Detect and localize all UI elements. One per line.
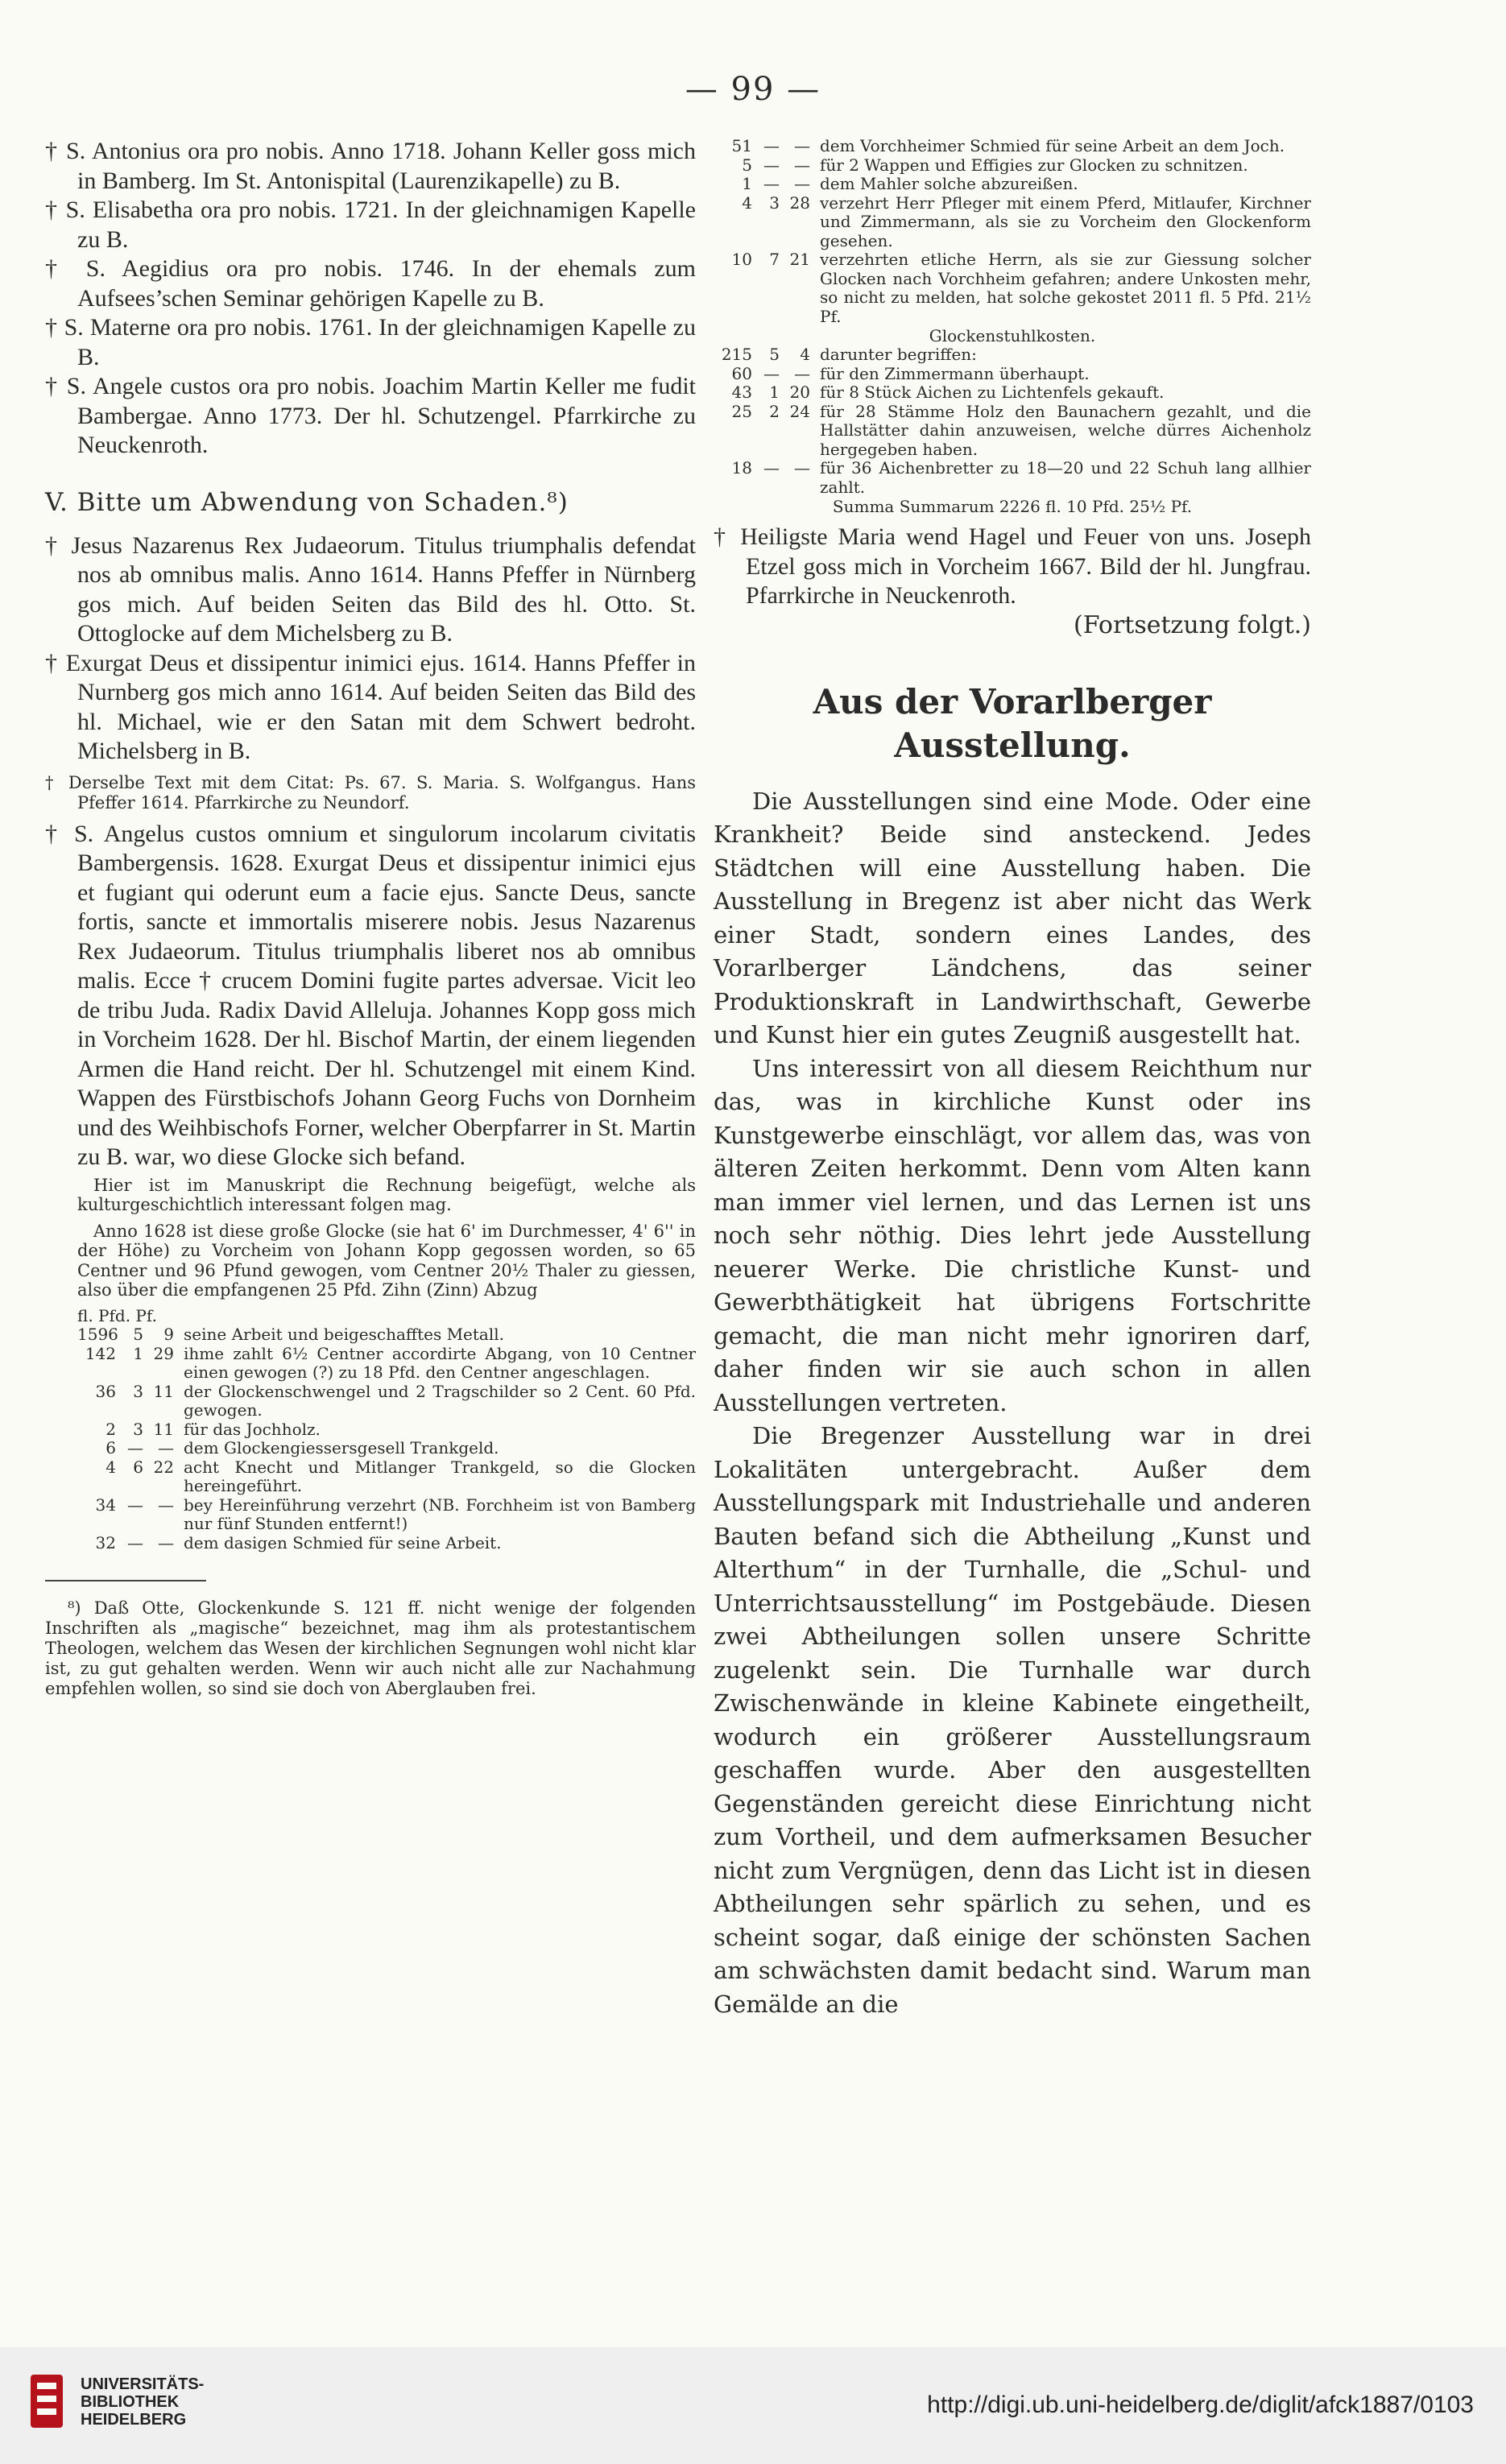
- account-row: 51 — — dem Vorchheimer Schmied für seine Arbeit an dem Joch.: [731, 136, 1285, 155]
- account-row: 5 — — für 2 Wappen und Effigies zur Glocken zu schnitzen.: [742, 155, 1248, 175]
- footnote: ⁸) Daß Otte, Glockenkunde S. 121 ff. nicht wenige der folgenden Inschriften als „magische“ bezeichnet, mag ihm als protestantischem Theologen, welchem das Wesen der kirchlichen Segnungen wohl nicht klar ist, zu gut gehalten werden. Wenn wir auch nicht alle zur Nachahmung empfehlen wollen, so sind sie doch von Aberglauben frei.: [45, 1598, 696, 1698]
- article-paragraph: Die Ausstellungen sind eine Mode. Oder eine Krankheit? Beide sind ansteckend. Jedes Städtchen will eine Ausstellung haben. Die Ausstellung in Bregenz ist aber nicht das Werk einer Stadt, sondern eines Landes, des Vorarlberger Ländchens, das seiner Produktionskraft in Landwirthschaft, Gewerbe und Kunst hier ein gutes Zeugniß ausgestellt hat.: [714, 787, 1311, 1048]
- account-row: 18 — — für 36 Aichenbretter zu 18—20 und 22 Schuh lang allhier zahlt.: [731, 458, 1311, 497]
- account-row: 25 2 24 für 28 Stämme Holz den Baunachern gezahlt, und die Hallstätter dahin anzuweisen, welche dürres Aichenholz hergegeben haben.: [731, 401, 1311, 459]
- account-header: fl. Pfd. Pf.: [77, 1305, 157, 1325]
- inscription-note: † Derselbe Text mit dem Citat: Ps. 67. S. Maria. S. Wolfgangus. Hans Pfeffer 1614. Pfarrkirche zu Neundorf.: [45, 772, 696, 812]
- section-heading: V. Bitte um Abwendung von Schaden.⁸): [45, 487, 569, 517]
- account-subheading: Glockenstuhlkosten.: [929, 326, 1096, 345]
- source-url-link[interactable]: http://digi.ub.uni-heidelberg.de/diglit/afck1887/0103: [927, 2392, 1474, 2418]
- inscription-paragraph: † S. Aegidius ora pro nobis. 1746. In der ehemals zum Aufsees’schen Seminar gehörigen Kapelle zu B.: [45, 255, 696, 312]
- right-column: [714, 137, 1311, 2021]
- account-row: 215 5 4 darunter begriffen:: [721, 345, 977, 364]
- continued-note: (Fortsetzung folgt.): [1074, 610, 1311, 639]
- university-seal-icon: [29, 2373, 64, 2429]
- account-row: 32 — — dem dasigen Schmied für seine Arbeit.: [95, 1532, 502, 1552]
- inscription-paragraph: † Jesus Nazarenus Rex Judaeorum. Titulus triumphalis defendat nos ab omnibus malis. Anno 1614. Hanns Pfeffer in Nürnberg gos mich. Auf beiden Seiten das Bild des hl. Otto. St. Ottoglocke auf dem Michelsberg zu B.: [45, 531, 696, 647]
- account-row: 34 — — bey Hereinführung verzehrt (NB. Forchheim ist von Bamberg nur fünf Stunden entfernt!): [95, 1495, 696, 1533]
- account-total: Summa Summarum 2226 fl. 10 Pfd. 25½ Pf.: [832, 497, 1193, 516]
- library-name: UNIVERSITÄTS- BIBLIOTHEK HEIDELBERG: [81, 2375, 205, 2429]
- account-row: 1596 5 9 seine Arbeit und beigeschafftes Metall.: [77, 1325, 504, 1344]
- account-row: 43 1 20 für 8 Stück Aichen zu Lichtenfels gekauft.: [731, 382, 1165, 402]
- article-paragraph: Die Bregenzer Ausstellung war in drei Lokalitäten untergebracht. Außer dem Ausstellungspark mit Industriehalle und anderen Bauten befand sich die Abtheilung „Kunst und Alterthum“ in der Turnhalle, die „Schul- und Unterrichtsausstellung“ im Postgebäude. Diesen zwei Abtheilungen sollen unsere Schritte zugelenkt sein. Die Turnhalle war durch Zwischenwände in kleine Kabinete eingetheilt, wodurch ein größerer Ausstellungsraum geschaffen wurde. Aber den ausgestellten Gegenständen gereicht diese Einrichtung nicht zum Vortheil, und dem aufmerksamen Besucher nicht zum Vergnügen, denn das Licht ist in diesen Abtheilungen sehr spärlich zu sehen, und es scheint sogar, daß einige der schönsten Sachen am schwächsten damit bedacht sind. Warum man Gemälde an die: [714, 1422, 1311, 2018]
- page-number: — 99 —: [685, 71, 821, 108]
- inscription-paragraph: † S. Angelus custos omnium et singulorum incolarum civitatis Bambergensis. 1628. Exurgat Deus et dissipentur inimici ejus et fugiant qui oderunt eum a facie ejus. Sancte Deus, sancte fortis, sancte et immortalis miserere nobis. Jesus Nazarenus Rex Judaeorum. Titulus triumphalis liberet nos ab omnibus malis. Ecce † crucem Domini fugite partes adversae. Vicit leo de tribu Juda. Radix David Alleluja. Johannes Kopp goss mich in Vorcheim 1628. Der hl. Bischof Martin, der einem liegenden Armen die Hand reicht. Der hl. Schutzengel mit einem Kind. Wappen des Fürstbischofs Johann Georg Fuchs von Dornheim und des Weihbischofs Forner, welcher Oberpfarrer in St. Martin zu B. war, wo diese Glocke sich befand.: [45, 820, 696, 1170]
- account-row: 36 3 11 der Glockenschwengel und 2 Tragschilder so 2 Cent. 60 Pfd. gewogen.: [95, 1381, 696, 1420]
- viewer-footer: [0, 2347, 1506, 2464]
- account-table: [77, 1307, 696, 1553]
- account-row: 1 — — dem Mahler solche abzureißen.: [742, 174, 1078, 193]
- manuscript-note: Anno 1628 ist diese große Glocke (sie hat 6' im Durchmesser, 4' 6'' in der Höhe) zu Vorcheim von Johann Kopp gegossen worden, so 65 Centner und 96 Pfund gewogen, vom Centner 20½ Thaler zu giessen, also über die empfangenen 25 Pfd. Zihn (Zinn) Abzug: [77, 1221, 696, 1300]
- inscription-paragraph: † S. Materne ora pro nobis. 1761. In der gleichnamigen Kapelle zu B.: [45, 314, 696, 370]
- inscription-paragraph: † Exurgat Deus et dissipentur inimici ejus. 1614. Hanns Pfeffer in Nurnberg gos mich anno 1614. Auf beiden Seiten das Bild des hl. Michael, wie er den Satan mit dem Schwert bedroht. Michelsberg in B.: [45, 649, 696, 764]
- inscription-paragraph: † S. Elisabetha ora pro nobis. 1721. In der gleichnamigen Kapelle zu B.: [45, 196, 696, 253]
- inscription-paragraph: † S. Angele custos ora pro nobis. Joachim Martin Keller me fudit Bambergae. Anno 1773. Der hl. Schutzengel. Pfarrkirche zu Neuckenroth.: [45, 373, 696, 458]
- account-table-continued: [714, 137, 1311, 516]
- article-title: Aus der Vorarlberger Ausstellung.: [813, 681, 1212, 765]
- left-column: [45, 137, 696, 1716]
- account-row: 6 — — dem Glockengiessersgesell Trankgeld.: [106, 1438, 499, 1457]
- article-paragraph: Uns interessirt von all diesem Reichthum nur das, was in kirchliche Kunst oder ins Kunstgewerbe einschlägt, vor allem das, was von älteren Zeiten herkommt. Denn vom Alten kann man immer viel lernen, und das Lernen ist uns noch sehr nöthig. Dies lehrt jede Ausstellung neuerer Werke. Die christliche Kunst- und Gewerbthätigkeit hat übrigens Fortschritte gemacht, die man nicht mehr ignoriren darf, daher finden wir sie auch schon in allen Ausstellungen vertreten.: [714, 1054, 1311, 1416]
- account-row: 2 3 11 für das Jochholz.: [106, 1419, 321, 1439]
- account-row: 60 — — für den Zimmermann überhaupt.: [731, 363, 1090, 383]
- footnote-divider: [45, 1580, 206, 1581]
- account-row: 10 7 21 verzehrten etliche Herrn, als sie zur Giessung solcher Glocken nach Vorchheim gefahren; andere Unkosten mehr, so nicht zu melden, hat solche gekostet 2011 fl. 5 Pfd. 21½ Pf.: [731, 250, 1311, 326]
- inscription-paragraph: † Heiligste Maria wend Hagel und Feuer von uns. Joseph Etzel goss mich in Vorcheim 1667. Bild der hl. Jungfrau. Pfarrkirche in Neuckenroth.: [714, 523, 1311, 609]
- account-row: 4 3 28 verzehrt Herr Pfleger mit einem Pferd, Mitlaufer, Kirchner und Zimmermann, als sie zu Vorcheim den Glockenform gesehen.: [742, 192, 1311, 250]
- account-row: 142 1 29 ihme zahlt 6½ Centner accordirte Abgang, von 10 Centner einen gewogen (?) zu 18 Pfd. den Centner angeschlagen.: [85, 1343, 696, 1382]
- account-row: 4 6 22 acht Knecht und Mitlanger Trankgeld, so die Glocken hereingeführt.: [106, 1457, 696, 1495]
- manuscript-note: Hier ist im Manuskript die Rechnung beigefügt, welche als kulturgeschichtlich interessant folgen mag.: [77, 1175, 696, 1214]
- inscription-paragraph: † S. Antonius ora pro nobis. Anno 1718. Johann Keller goss mich in Bamberg. Im St. Antonispital (Laurenzikapelle) zu B.: [45, 138, 696, 194]
